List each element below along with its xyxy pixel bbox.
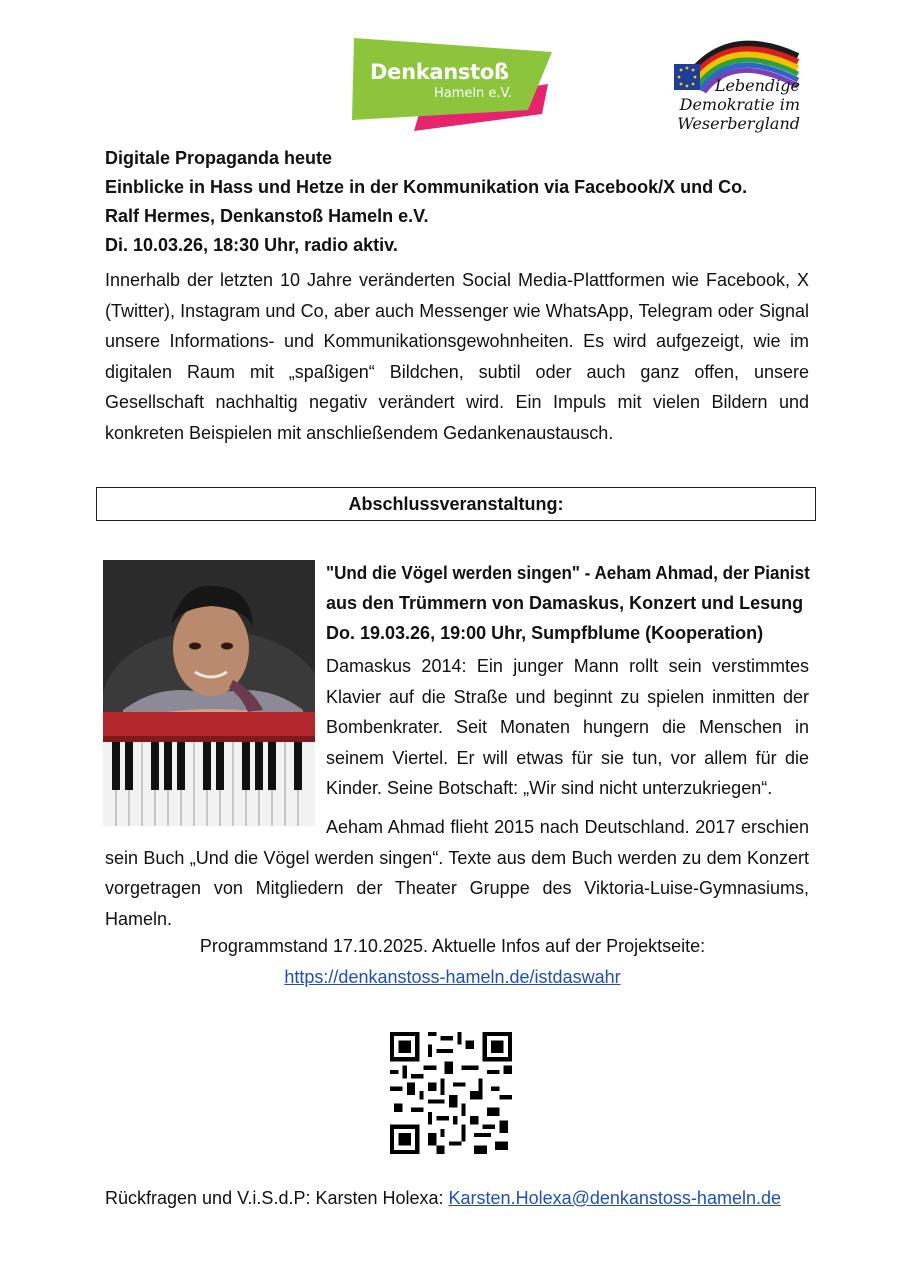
event2-header xyxy=(326,558,810,648)
event2-description-part1: Damaskus 2014: Ein junger Mann rollt sein verstimmtes Klavier auf die Straße und beginnt zu spielen inmitten der Bombenkrater. Seit Monaten hungern die Menschen in seinem Viertel. Er will etwas für sie tun, vor allem für die Kinder. Seine Botschaft: „Wir sind nicht unterzukriegen“. xyxy=(326,656,809,798)
lebendige-demokratie-text xyxy=(677,76,800,133)
closing-event-label: Abschlussveranstaltung: xyxy=(96,487,816,521)
project-url-link[interactable]: https://denkanstoss-hameln.de/istdaswahr xyxy=(284,967,621,987)
logo-line-2: Demokratie im xyxy=(679,95,800,114)
event1-header xyxy=(105,144,815,260)
denkanstoss-logo-name: Denkanstoß xyxy=(370,60,509,84)
footer-contact xyxy=(105,1188,825,1209)
pianist-photo xyxy=(103,560,315,826)
logo-line-1: Lebendige xyxy=(714,76,800,95)
contact-email-link[interactable]: Karsten.Holexa@denkanstoss-hameln.de xyxy=(448,1188,781,1208)
event1-speaker: Ralf Hermes, Denkanstoß Hameln e.V. xyxy=(105,206,429,226)
event1-title: Digitale Propaganda heute xyxy=(105,148,333,168)
event1-description: Innerhalb der letzten 10 Jahre veränderten Social Media-Plattformen wie Facebook, X (Twitter), Instagram und Co, aber auch Messenger wie WhatsApp, Telegram oder Signal unsere Informations- und Kommunikationsgewohnheiten. Es wird aufgezeigt, wie im digitalen Raum mit „spaßigen“ Bildchen, subtil oder auch ganz offen, unsere Gesellschaft nachhaltig negativ verändert wird. Ein Impuls mit vielen Bildern und konkreten Beispielen mit anschließendem Gedankenaustausch. xyxy=(105,270,809,443)
denkanstoss-logo xyxy=(352,34,552,132)
logo-line-3: Weserbergland xyxy=(677,114,800,133)
event1-subtitle: Einblicke in Hass und Hetze in der Kommunikation via Facebook/X und Co. xyxy=(105,177,748,197)
footer-label: Rückfragen und V.i.S.d.P: Karsten Holexa: xyxy=(105,1188,449,1208)
program-note: Programmstand 17.10.2025. Aktuelle Infos auf der Projektseite: xyxy=(199,936,706,956)
qr-code[interactable] xyxy=(390,1032,512,1154)
event1-datetime: Di. 10.03.26, 18:30 Uhr, radio aktiv. xyxy=(105,235,398,255)
event2-title-line1: "Und die Vögel werden singen" - Aeham Ahmad, der Pianist xyxy=(326,563,810,583)
event2-title-line2: aus den Trümmern von Damaskus, Konzert und Lesung xyxy=(326,593,804,613)
lebendige-demokratie-logo xyxy=(664,24,804,139)
event2-description-part2: Aeham Ahmad flieht 2015 nach Deutschland. 2017 erschien sein Buch „Und die Vögel werden singen“. Texte aus dem Buch werden zu dem Konzert vorgetragen von Mitgliedern der Theater Gruppe des Viktoria-Luise-Gymnasiums, Hameln. xyxy=(105,817,809,929)
pianist-illustration xyxy=(103,560,315,826)
qr-code-icon xyxy=(390,1032,512,1154)
event2-datetime: Do. 19.03.26, 19:00 Uhr, Sumpfblume (Kooperation) xyxy=(326,623,764,643)
denkanstoss-logo-sub: Hameln e.V. xyxy=(434,86,512,101)
